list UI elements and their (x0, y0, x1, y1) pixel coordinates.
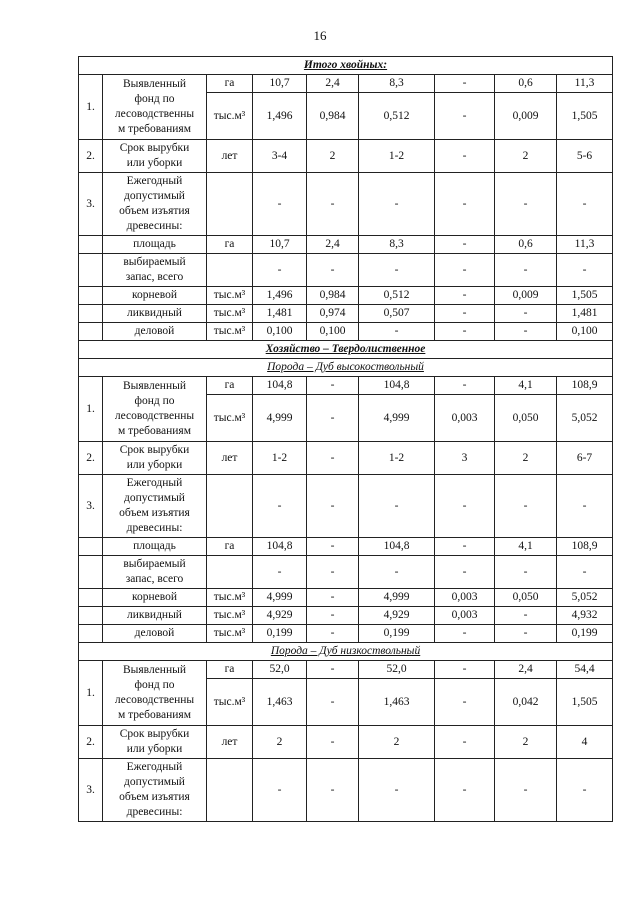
row-number-empty (79, 254, 103, 287)
row-label (103, 287, 207, 305)
value-cell: 2,4 (495, 661, 557, 679)
row-label (103, 538, 207, 556)
value-cell: - (253, 254, 307, 287)
row-label (103, 607, 207, 625)
value-cell: - (435, 475, 495, 538)
value-cell: 1,505 (557, 93, 613, 140)
row-label-line: м требованиям (117, 709, 192, 721)
row-label-line: Выявленный (123, 380, 186, 392)
value-cell: - (307, 589, 359, 607)
value-cell: - (435, 679, 495, 726)
row-label-line: ликвидный (127, 609, 182, 621)
row-label (103, 140, 207, 173)
row-label-line: запас, всего (125, 271, 184, 283)
value-cell: 0,003 (435, 589, 495, 607)
section-subtitle (79, 359, 613, 377)
unit-cell: тыс.м³ (207, 589, 253, 607)
row-label-line: деловой (134, 627, 175, 639)
row-label-line: ликвидный (127, 307, 182, 319)
table-row (79, 140, 613, 173)
value-cell: 11,3 (557, 75, 613, 93)
value-cell: 3 (435, 442, 495, 475)
value-cell: 0,512 (359, 93, 435, 140)
table-row (79, 75, 613, 93)
value-cell: - (435, 661, 495, 679)
row-label (103, 556, 207, 589)
value-cell: 0,199 (557, 625, 613, 643)
section-title-row (79, 341, 613, 359)
row-label-line: фонд по (134, 93, 175, 105)
row-number-empty (79, 538, 103, 556)
value-cell: 0,100 (557, 323, 613, 341)
value-cell: 2 (253, 726, 307, 759)
table-row (79, 759, 613, 822)
row-label (103, 589, 207, 607)
row-label-line: объем изъятия (119, 791, 190, 803)
row-label (103, 726, 207, 759)
row-label (103, 625, 207, 643)
table-row (79, 236, 613, 254)
value-cell: - (435, 254, 495, 287)
unit-cell: тыс.м³ (207, 305, 253, 323)
row-label-line: площадь (133, 238, 176, 250)
value-cell: 5,052 (557, 395, 613, 442)
value-cell: - (435, 323, 495, 341)
value-cell: - (435, 305, 495, 323)
value-cell: 2 (307, 140, 359, 173)
row-label-line: Ежегодный (126, 477, 183, 489)
value-cell: 10,7 (253, 75, 307, 93)
value-cell: - (307, 661, 359, 679)
unit-cell (207, 556, 253, 589)
value-cell: 0,199 (253, 625, 307, 643)
row-label (103, 442, 207, 475)
value-cell: 108,9 (557, 538, 613, 556)
value-cell: 1,481 (253, 305, 307, 323)
value-cell: - (495, 254, 557, 287)
unit-cell: тыс.м³ (207, 287, 253, 305)
row-label-line: лесоводственны (114, 410, 195, 422)
section-subtitle-text: Порода – Дуб высокоствольный (267, 361, 424, 373)
value-cell: 104,8 (253, 377, 307, 395)
unit-cell (207, 475, 253, 538)
value-cell: - (435, 377, 495, 395)
value-cell: - (435, 173, 495, 236)
unit-cell: га (207, 538, 253, 556)
value-cell: 4,1 (495, 377, 557, 395)
table-body (79, 57, 613, 822)
value-cell: 52,0 (253, 661, 307, 679)
value-cell: - (435, 759, 495, 822)
value-cell: 104,8 (359, 538, 435, 556)
value-cell: 0,6 (495, 75, 557, 93)
row-label-line: выбираемый (123, 558, 186, 570)
value-cell: - (435, 538, 495, 556)
value-cell: 4,929 (253, 607, 307, 625)
value-cell: 0,984 (307, 287, 359, 305)
row-label-line: Выявленный (123, 664, 186, 676)
row-number-empty (79, 323, 103, 341)
value-cell: 0,009 (495, 93, 557, 140)
value-cell: - (557, 254, 613, 287)
value-cell: - (307, 679, 359, 726)
row-number: 1. (79, 661, 103, 726)
row-label-line: корневой (131, 289, 178, 301)
section-title-row (79, 57, 613, 75)
value-cell: 0,100 (307, 323, 359, 341)
value-cell: 2 (359, 726, 435, 759)
row-label (103, 475, 207, 538)
value-cell: - (495, 475, 557, 538)
row-label-line: или уборки (126, 743, 183, 755)
row-label-line: древесины: (126, 220, 183, 232)
row-label-line: фонд по (134, 679, 175, 691)
table-row (79, 661, 613, 679)
row-label-line: запас, всего (125, 573, 184, 585)
row-label-line: Ежегодный (126, 761, 183, 773)
value-cell: - (435, 726, 495, 759)
row-label-line: м требованиям (117, 425, 192, 437)
value-cell: - (307, 726, 359, 759)
value-cell: 1,496 (253, 93, 307, 140)
table-row (79, 556, 613, 589)
row-number-empty (79, 556, 103, 589)
value-cell: 1,505 (557, 679, 613, 726)
row-label (103, 377, 207, 442)
row-number: 1. (79, 75, 103, 140)
value-cell: - (253, 475, 307, 538)
row-label-line: Срок вырубки (119, 142, 190, 154)
value-cell: 1,463 (359, 679, 435, 726)
value-cell: - (495, 759, 557, 822)
value-cell: - (307, 556, 359, 589)
table-row (79, 254, 613, 287)
value-cell: 0,507 (359, 305, 435, 323)
section-subtitle-row (79, 643, 613, 661)
unit-cell: тыс.м³ (207, 323, 253, 341)
value-cell: - (495, 173, 557, 236)
row-label-line: лесоводственны (114, 108, 195, 120)
value-cell: 0,984 (307, 93, 359, 140)
section-subtitle-row (79, 359, 613, 377)
value-cell: 108,9 (557, 377, 613, 395)
value-cell: - (359, 323, 435, 341)
unit-cell: лет (207, 442, 253, 475)
value-cell: - (253, 556, 307, 589)
value-cell: - (557, 556, 613, 589)
page-number: 16 (313, 28, 327, 43)
table-row (79, 538, 613, 556)
table-row (79, 589, 613, 607)
row-label (103, 661, 207, 726)
row-label-line: выбираемый (123, 256, 186, 268)
row-number: 3. (79, 173, 103, 236)
unit-cell: га (207, 75, 253, 93)
value-cell: 10,7 (253, 236, 307, 254)
value-cell: - (435, 236, 495, 254)
unit-cell: лет (207, 726, 253, 759)
value-cell: 54,4 (557, 661, 613, 679)
row-label-line: деловой (134, 325, 175, 337)
value-cell: 3-4 (253, 140, 307, 173)
row-number-empty (79, 305, 103, 323)
value-cell: - (495, 556, 557, 589)
value-cell: - (359, 173, 435, 236)
row-label-line: древесины: (126, 806, 183, 818)
row-label-line: лесоводственны (114, 694, 195, 706)
value-cell: 4,999 (359, 395, 435, 442)
value-cell: 4,929 (359, 607, 435, 625)
value-cell: - (557, 475, 613, 538)
row-label-line: Срок вырубки (119, 728, 190, 740)
value-cell: 1,505 (557, 287, 613, 305)
value-cell: - (307, 377, 359, 395)
value-cell: 4,1 (495, 538, 557, 556)
value-cell: 6-7 (557, 442, 613, 475)
row-number-empty (79, 589, 103, 607)
unit-cell (207, 254, 253, 287)
row-label-line: или уборки (126, 157, 183, 169)
value-cell: - (435, 93, 495, 140)
unit-cell: тыс.м³ (207, 93, 253, 140)
value-cell: 1-2 (359, 140, 435, 173)
row-label-line: древесины: (126, 522, 183, 534)
row-label-line: допустимый (124, 776, 185, 788)
table-row (79, 607, 613, 625)
row-label (103, 236, 207, 254)
row-number: 2. (79, 140, 103, 173)
value-cell: - (253, 759, 307, 822)
value-cell: - (253, 173, 307, 236)
unit-cell: га (207, 661, 253, 679)
row-number: 1. (79, 377, 103, 442)
value-cell: 1-2 (359, 442, 435, 475)
section-subtitle-text: Порода – Дуб низкоствольный (270, 645, 421, 657)
value-cell: 4 (557, 726, 613, 759)
row-label-line: фонд по (134, 395, 175, 407)
unit-cell: тыс.м³ (207, 679, 253, 726)
row-number-empty (79, 625, 103, 643)
value-cell: - (359, 759, 435, 822)
value-cell: - (495, 323, 557, 341)
value-cell: 0,042 (495, 679, 557, 726)
value-cell: 0,974 (307, 305, 359, 323)
value-cell: - (307, 173, 359, 236)
row-label-line: Срок вырубки (119, 444, 190, 456)
value-cell: 4,932 (557, 607, 613, 625)
value-cell: 1,481 (557, 305, 613, 323)
value-cell: 0,6 (495, 236, 557, 254)
value-cell: - (359, 254, 435, 287)
table-row (79, 475, 613, 538)
value-cell: - (307, 254, 359, 287)
value-cell: 8,3 (359, 75, 435, 93)
value-cell: - (307, 475, 359, 538)
row-label-line: допустимый (124, 492, 185, 504)
table-row (79, 625, 613, 643)
value-cell: 0,003 (435, 395, 495, 442)
row-label (103, 75, 207, 140)
row-number-empty (79, 236, 103, 254)
value-cell: 1,496 (253, 287, 307, 305)
logging-volume-table (78, 56, 613, 822)
value-cell: - (435, 556, 495, 589)
section-subtitle (79, 643, 613, 661)
row-label (103, 305, 207, 323)
unit-cell: тыс.м³ (207, 625, 253, 643)
value-cell: 4,999 (253, 395, 307, 442)
value-cell: - (307, 625, 359, 643)
value-cell: - (435, 625, 495, 643)
value-cell: 5,052 (557, 589, 613, 607)
value-cell: 0,009 (495, 287, 557, 305)
value-cell: 2,4 (307, 236, 359, 254)
value-cell: 1-2 (253, 442, 307, 475)
row-label-line: площадь (133, 540, 176, 552)
value-cell: 104,8 (253, 538, 307, 556)
row-label-line: корневой (131, 591, 178, 603)
table-row (79, 377, 613, 395)
row-number: 3. (79, 475, 103, 538)
row-label (103, 173, 207, 236)
value-cell: - (435, 75, 495, 93)
value-cell: 2 (495, 442, 557, 475)
table-row (79, 442, 613, 475)
section-title-text: Хозяйство – Твердолиственное (265, 343, 426, 355)
section-title (79, 57, 613, 75)
unit-cell (207, 173, 253, 236)
row-label (103, 254, 207, 287)
value-cell: 4,999 (359, 589, 435, 607)
row-label-line: Ежегодный (126, 175, 183, 187)
value-cell: - (359, 556, 435, 589)
row-label-line: Выявленный (123, 78, 186, 90)
value-cell: 2 (495, 140, 557, 173)
row-number-empty (79, 607, 103, 625)
row-label (103, 323, 207, 341)
value-cell: - (495, 305, 557, 323)
row-number: 3. (79, 759, 103, 822)
value-cell: - (435, 287, 495, 305)
value-cell: 11,3 (557, 236, 613, 254)
row-label (103, 759, 207, 822)
value-cell: 0,050 (495, 589, 557, 607)
value-cell: 0,003 (435, 607, 495, 625)
unit-cell: лет (207, 140, 253, 173)
value-cell: - (495, 607, 557, 625)
table-row (79, 323, 613, 341)
value-cell: - (307, 759, 359, 822)
row-number-empty (79, 287, 103, 305)
row-label-line: объем изъятия (119, 205, 190, 217)
row-label-line: или уборки (126, 459, 183, 471)
row-label-line: м требованиям (117, 123, 192, 135)
table-row (79, 173, 613, 236)
value-cell: - (307, 442, 359, 475)
value-cell: 0,050 (495, 395, 557, 442)
section-title-text: Итого хвойных: (303, 59, 388, 71)
value-cell: 2,4 (307, 75, 359, 93)
section-title (79, 341, 613, 359)
unit-cell: тыс.м³ (207, 395, 253, 442)
value-cell: - (495, 625, 557, 643)
row-number: 2. (79, 442, 103, 475)
value-cell: 4,999 (253, 589, 307, 607)
unit-cell: тыс.м³ (207, 607, 253, 625)
value-cell: 2 (495, 726, 557, 759)
value-cell: - (359, 475, 435, 538)
table-row (79, 287, 613, 305)
value-cell: 8,3 (359, 236, 435, 254)
unit-cell: га (207, 236, 253, 254)
table-row (79, 726, 613, 759)
value-cell: 104,8 (359, 377, 435, 395)
value-cell: - (557, 173, 613, 236)
unit-cell: га (207, 377, 253, 395)
table-row (79, 305, 613, 323)
value-cell: 0,100 (253, 323, 307, 341)
row-label-line: допустимый (124, 190, 185, 202)
value-cell: 0,512 (359, 287, 435, 305)
unit-cell (207, 759, 253, 822)
value-cell: 0,199 (359, 625, 435, 643)
value-cell: 1,463 (253, 679, 307, 726)
value-cell: - (307, 538, 359, 556)
value-cell: 52,0 (359, 661, 435, 679)
row-number: 2. (79, 726, 103, 759)
row-label-line: объем изъятия (119, 507, 190, 519)
value-cell: 5-6 (557, 140, 613, 173)
value-cell: - (435, 140, 495, 173)
value-cell: - (557, 759, 613, 822)
value-cell: - (307, 395, 359, 442)
value-cell: - (307, 607, 359, 625)
